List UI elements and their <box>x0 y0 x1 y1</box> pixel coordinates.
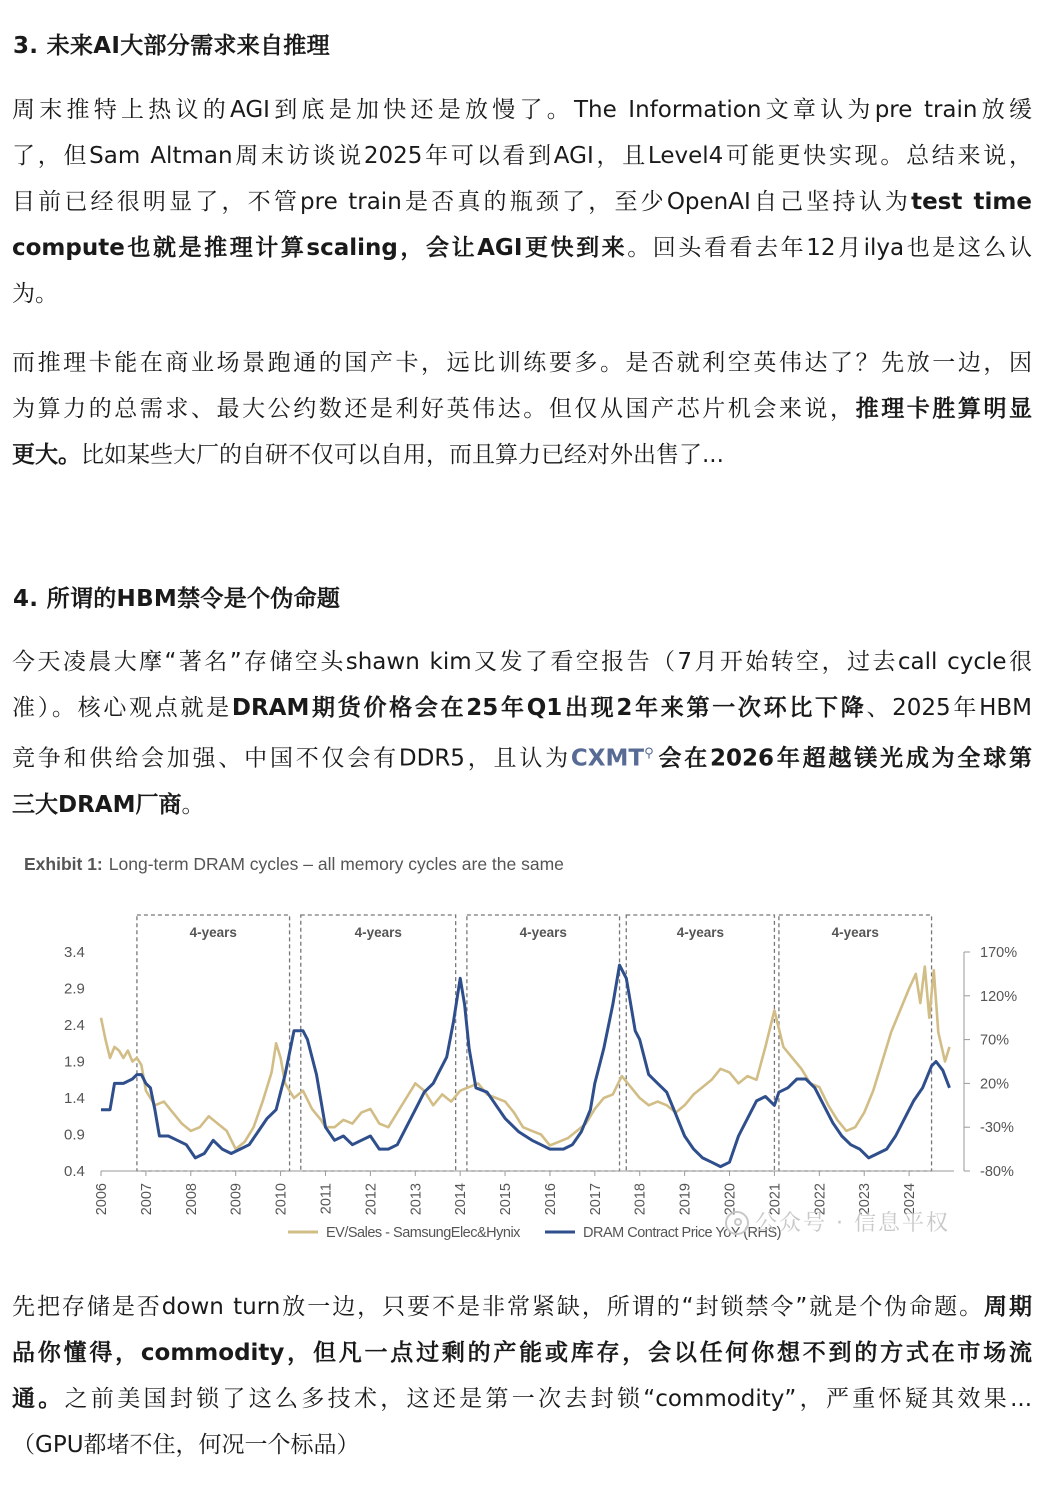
cxmt-link[interactable]: CXMT <box>570 745 645 772</box>
bold-text: 周期 <box>984 1294 1032 1320</box>
section-4-heading: 4. 所谓的HBM禁令是个伪命题 <box>13 586 341 612</box>
x-tick-label: 2013 <box>408 1183 425 1216</box>
chart-title-prefix: Exhibit 1: <box>24 854 103 874</box>
x-tick-label: 2023 <box>857 1183 874 1216</box>
text-run: 。 <box>181 791 205 818</box>
bold-text: 通。 <box>12 1386 65 1412</box>
text-line <box>12 225 1032 271</box>
y-right-tick-label: -80% <box>980 1164 1014 1180</box>
y-left-tick-label: 1.9 <box>64 1053 85 1071</box>
x-tick-label: 2008 <box>183 1183 200 1216</box>
bold-text: DRAM期货价格会在25年Q1出现2年来第一次环比下降 <box>231 695 867 721</box>
text-run: 比如某些大厂的自研不仅可以自用，而且算力已经对外出售了... <box>81 442 724 468</box>
text-line: 周末推特上热议的AGI到底是加快还是放慢了。The Information文章认为pre train放缓 <box>12 97 1032 123</box>
y-right-tick-label: 120% <box>980 988 1018 1005</box>
cycle-label: 4-years <box>519 925 567 940</box>
cycle-box-5 <box>779 915 932 1171</box>
y-right-tick-label: 20% <box>980 1076 1010 1093</box>
x-tick-label: 2014 <box>453 1183 470 1216</box>
text-line <box>12 685 1032 731</box>
y-left-tick-label: 2.4 <box>64 1017 85 1034</box>
bold-text: 会在2026年超越镁光成为全球第 <box>655 745 1032 772</box>
x-tick-label: 2016 <box>542 1183 559 1216</box>
x-tick-label: 2015 <box>498 1183 515 1216</box>
text-line: 今天凌晨大摩“著名”存储空头shawn kim又发了看空报告（7月开始转空，过去call cycle很 <box>12 649 1032 675</box>
watermark <box>725 1206 950 1237</box>
text-line <box>12 1376 1032 1422</box>
x-tick-label: 2019 <box>677 1183 694 1216</box>
cycle-label: 4-years <box>676 925 724 940</box>
text-line: （GPU都堵不住，何况一个标品） <box>12 1432 360 1458</box>
y-left-tick-label: 3.4 <box>64 944 85 961</box>
section-4-paragraph-2 <box>12 1284 1032 1468</box>
text-run: 、2025年HBM <box>866 695 1033 721</box>
search-icon[interactable]: ⚲ <box>644 746 654 761</box>
wechat-account-icon <box>725 1211 749 1235</box>
section-3-paragraph-1 <box>12 87 1032 317</box>
bold-text: test time <box>911 189 1032 215</box>
text-run: 目前已经很明显了，不管pre train是否真的瓶颈了，至少OpenAI自己坚持认为 <box>12 189 912 215</box>
dram-cycle-chart <box>0 840 1045 1250</box>
cycle-label: 4-years <box>831 925 879 940</box>
cycle-box-2 <box>301 915 456 1171</box>
x-tick-label: 2024 <box>902 1183 919 1216</box>
text-line <box>12 731 1032 782</box>
cycle-label: 4-years <box>189 925 237 940</box>
text-line: 了，但Sam Altman周末访谈说2025年可以看到AGI，且Level4可能更快实现。总结来说， <box>12 143 1032 169</box>
text-line <box>12 1330 1032 1376</box>
text-line: 为。 <box>12 281 58 307</box>
text-run: 竞争和供给会加强、中国不仅会有DDR5，且认为 <box>12 745 571 772</box>
chart-title-text: Long-term DRAM cycles – all memory cycles are the same <box>108 854 564 874</box>
ev-sales-line <box>101 967 950 1150</box>
watermark-text: 公众号 · 信息平权 <box>755 1211 950 1236</box>
x-tick-label: 2010 <box>273 1183 290 1216</box>
text-run: 先把存储是否down turn放一边，只要不是非常紧缺，所谓的“封锁禁令”就是个伪命题。 <box>12 1294 985 1320</box>
x-tick-label: 2017 <box>587 1183 604 1216</box>
text-line: 而推理卡能在商业场景跑通的国产卡，远比训练要多。是否就利空英伟达了？先放一边，因 <box>12 350 1032 376</box>
x-tick-label: 2006 <box>94 1183 110 1216</box>
bold-text: 推理卡胜算明显 <box>855 396 1033 422</box>
plot-area <box>64 915 1017 1241</box>
y-right-tick-label: 70% <box>980 1032 1010 1049</box>
bold-text: compute也就是推理计算scaling，会让AGI更快到来 <box>12 235 628 261</box>
legend-label-dram: DRAM Contract Price YoY (RHS) <box>583 1225 781 1241</box>
y-left-tick-label: 0.9 <box>64 1126 85 1144</box>
cycle-box-4 <box>626 915 774 1171</box>
y-left-tick-label: 1.4 <box>64 1090 85 1107</box>
text-run: 为算力的总需求、最大公约数还是利好英伟达。但仅从国产芯片机会来说， <box>12 396 856 422</box>
section-3-heading: 3. 未来AI大部分需求来自推理 <box>13 33 330 59</box>
text-line <box>12 432 1032 478</box>
chart-title <box>24 854 564 874</box>
legend-label-ev: EV/Sales - SamsungElec&Hynix <box>326 1225 520 1241</box>
y-left-tick-label: 0.4 <box>64 1163 85 1180</box>
x-tick-label: 2009 <box>228 1183 245 1216</box>
x-tick-label: 2020 <box>722 1183 739 1216</box>
x-tick-label: 2012 <box>363 1183 380 1216</box>
section-3-paragraph-2 <box>12 340 1032 478</box>
x-tick-label: 2011 <box>318 1183 335 1215</box>
bold-text: 更大。 <box>12 442 81 468</box>
text-line <box>12 782 1032 828</box>
y-left-tick-label: 2.9 <box>64 980 85 998</box>
text-run: 。回头看看去年12月ilya也是这么认 <box>627 235 1032 261</box>
x-tick-label: 2018 <box>632 1183 649 1216</box>
section-4-paragraph-1 <box>12 639 1032 828</box>
x-tick-label: 2021 <box>767 1183 784 1216</box>
y-right-tick-label: -30% <box>980 1120 1014 1137</box>
x-tick-label: 2007 <box>138 1183 155 1216</box>
y-right-tick-label: 170% <box>980 945 1018 961</box>
chart-svg <box>0 840 1045 1250</box>
bold-text: 三大DRAM厂商 <box>12 791 182 818</box>
cycle-box-3 <box>467 915 620 1171</box>
text-line <box>12 179 1032 225</box>
text-run: 准）。核心观点就是 <box>12 695 232 721</box>
bold-text: 品你懂得，commodity，但凡一点过剩的产能或库存，会以任何你想不到的方式在市场流 <box>12 1340 1032 1366</box>
text-run: 之前美国封锁了这么多技术，这还是第一次去封锁“commodity”，严重怀疑其效果... <box>64 1386 1032 1412</box>
text-line <box>12 1284 1032 1330</box>
text-line <box>12 386 1032 432</box>
cycle-label: 4-years <box>354 925 402 940</box>
x-tick-label: 2022 <box>812 1183 829 1216</box>
